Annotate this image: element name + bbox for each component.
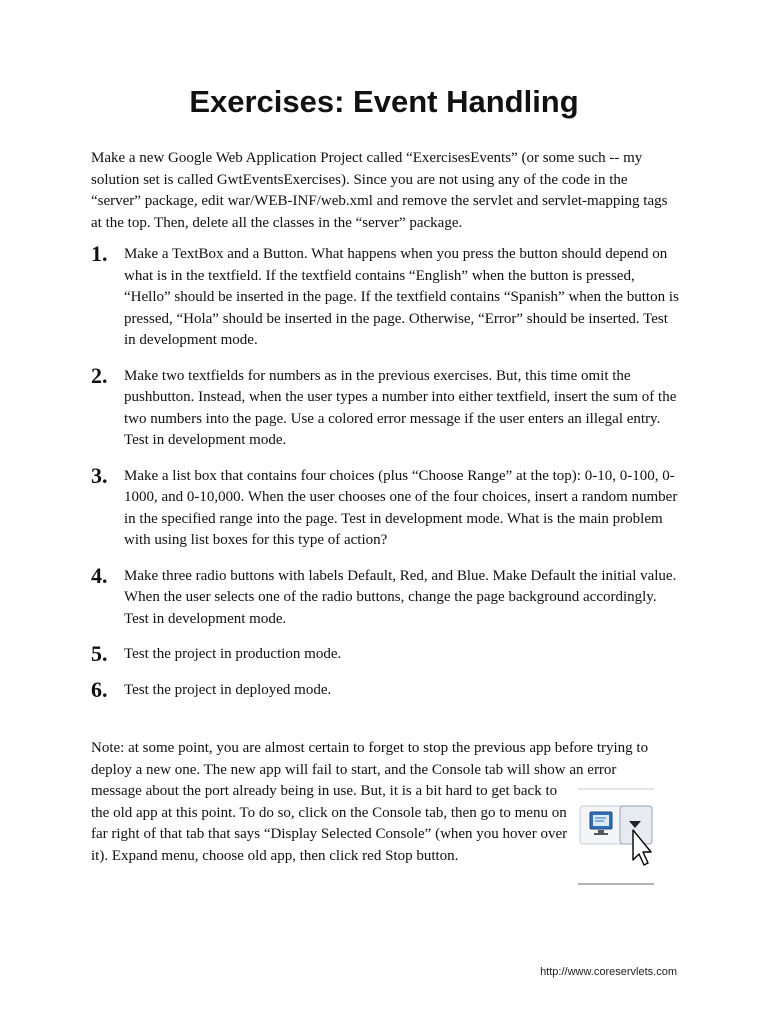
page-title: Exercises: Event Handling: [189, 84, 579, 119]
exercise-text: Test the project in production mode.: [124, 646, 342, 662]
exercise-item: [91, 642, 691, 666]
exercise-item: [91, 364, 691, 452]
exercise-list: [91, 242, 691, 714]
exercise-item: [91, 242, 691, 352]
exercise-text: Make a TextBox and a Button. What happens when you press the button should depend on what is in the textfield. If the textfield contains “English” when the button is pressed, “Hello” should be inserted in the page. If the textfield contains “Spanish” when the button is pressed, “Hola” should be inserted in the page. Otherwise, “Error” should be inserted. Test in development mode.: [124, 246, 679, 348]
exercise-item: [91, 678, 691, 702]
exercise-number: 4.: [91, 562, 108, 588]
exercise-number: 1.: [91, 241, 108, 266]
exercise-text: Test the project in deployed mode.: [124, 682, 332, 698]
exercise-number: 6.: [91, 677, 108, 702]
note-line-wrapped: message about the port already being in use. But, it is a bit hard to get back to the old app at this point. To do so, click on the Console tab, then go to menu on far right of that tab that says “Display Selected Console” (when you hover over it). Expand menu, choose old app, then click red Stop button.: [91, 783, 568, 864]
exercise-text: Make a list box that contains four choices (plus “Choose Range” at the top): 0-10, 0-100, 0-1000, and 0-10,000. When the user chooses one of the four choices, insert a random number in the specified range into the page. Test in development mode. What is the main problem with using list boxes for this type of action?: [124, 467, 678, 548]
footer-url[interactable]: http://www.coreservlets.com: [540, 966, 677, 978]
note-line-full: Note: at some point, you are almost certain to forget to stop the previous app before trying to deploy a new one. The new app will fail to start, and the Console tab will show an error: [91, 740, 649, 778]
exercise-text: Make three radio buttons with labels Default, Red, and Blue. Make Default the initial value. When the user selects one of the radio buttons, change the page background accordingly. Test in development mode.: [124, 567, 677, 627]
exercise-number: 3.: [91, 462, 108, 488]
exercise-text: Make two textfields for numbers as in the previous exercises. But, this time omit the pushbutton. Instead, when the user types a number into either textfield, insert the sum of the two numbers into the page. Use a colored error message if the user enters an illegal entry. Test in development mode.: [124, 367, 677, 448]
intro-paragraph: Make a new Google Web Application Project called “ExercisesEvents” (or some such -- my solution set is called GwtEventsExercises). Since you are not using any of the code in the “server” package, edit war/WEB-INF/web.xml and remove the servlet and servlet-mapping tags at the top. Then, delete all the classes in the “server” package.: [91, 150, 668, 231]
exercise-number: 5.: [91, 641, 108, 666]
exercise-item: [91, 464, 691, 552]
exercise-number: 2.: [91, 362, 108, 388]
console-toolbar-figure: [578, 788, 654, 886]
exercise-item: [91, 564, 691, 631]
